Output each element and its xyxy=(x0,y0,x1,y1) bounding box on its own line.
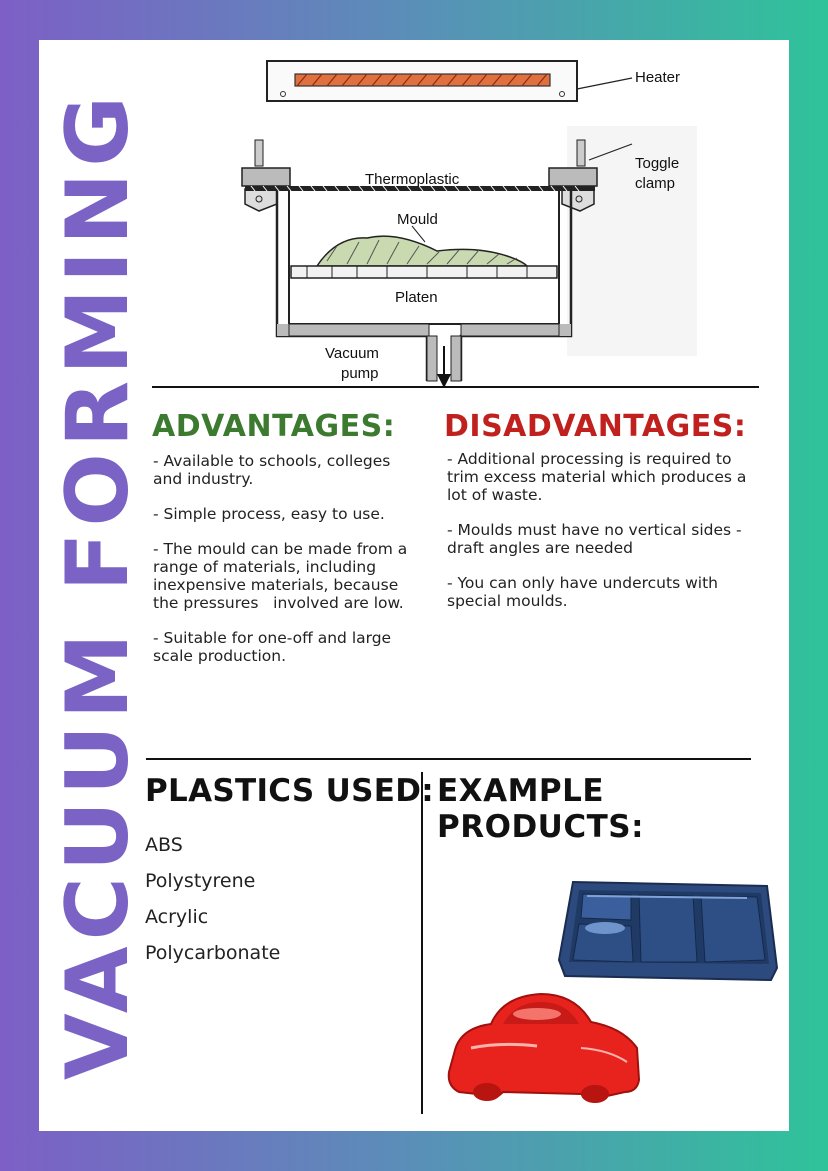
label-mould: Mould xyxy=(397,211,438,228)
plastic-item: ABS xyxy=(145,834,183,856)
advantages-heading: ADVANTAGES: xyxy=(152,409,396,444)
advantage-item: - Suitable for one-off and large scale production. xyxy=(153,629,392,665)
vacuum-forming-diagram xyxy=(237,56,707,390)
advantage-item: - Simple process, easy to use. xyxy=(153,505,385,523)
examples-heading-line2: PRODUCTS: xyxy=(437,809,644,845)
examples-heading-line1: EXAMPLE xyxy=(437,773,605,809)
disadvantage-item: - You can only have undercuts with special moulds. xyxy=(447,574,718,610)
label-clamp: clamp xyxy=(635,175,676,192)
car-product-image xyxy=(441,988,641,1108)
disadvantages-list xyxy=(447,450,762,627)
disadvantage-item: - Additional processing is required to trim excess material which produces a lot of waste. xyxy=(447,450,747,504)
disadvantage-item: - Moulds must have no vertical sides - draft angles are needed xyxy=(447,521,742,557)
plastic-item: Polystyrene xyxy=(145,870,256,892)
poster-sheet xyxy=(39,40,789,1131)
divider-top xyxy=(152,386,759,388)
label-pump: pump xyxy=(341,365,379,382)
label-toggle: Toggle xyxy=(635,155,680,172)
divider-bottom xyxy=(146,758,751,760)
advantage-item: - Available to schools, colleges and industry. xyxy=(153,452,391,488)
advantages-list xyxy=(153,452,418,682)
divider-vertical xyxy=(421,772,423,1114)
label-thermoplastic: Thermoplastic xyxy=(365,171,460,188)
disadvantages-heading: DISADVANTAGES: xyxy=(444,409,747,444)
title-text: VACUUM FORMING xyxy=(48,92,148,1080)
platen xyxy=(291,266,557,278)
label-vacuum: Vacuum xyxy=(325,345,379,362)
label-platen: Platen xyxy=(395,289,438,306)
plastic-item: Acrylic xyxy=(145,906,209,928)
advantage-item: - The mould can be made from a range of materials, including inexpensive materials, because the pressures involved are low. xyxy=(153,540,413,612)
plastics-list xyxy=(145,834,280,978)
plastic-item: Polycarbonate xyxy=(145,942,281,964)
vertical-title xyxy=(39,40,149,1131)
label-heater: Heater xyxy=(635,69,681,86)
plastics-heading: PLASTICS USED: xyxy=(145,773,434,809)
examples-heading xyxy=(437,773,737,845)
tray-product-image xyxy=(557,880,779,984)
